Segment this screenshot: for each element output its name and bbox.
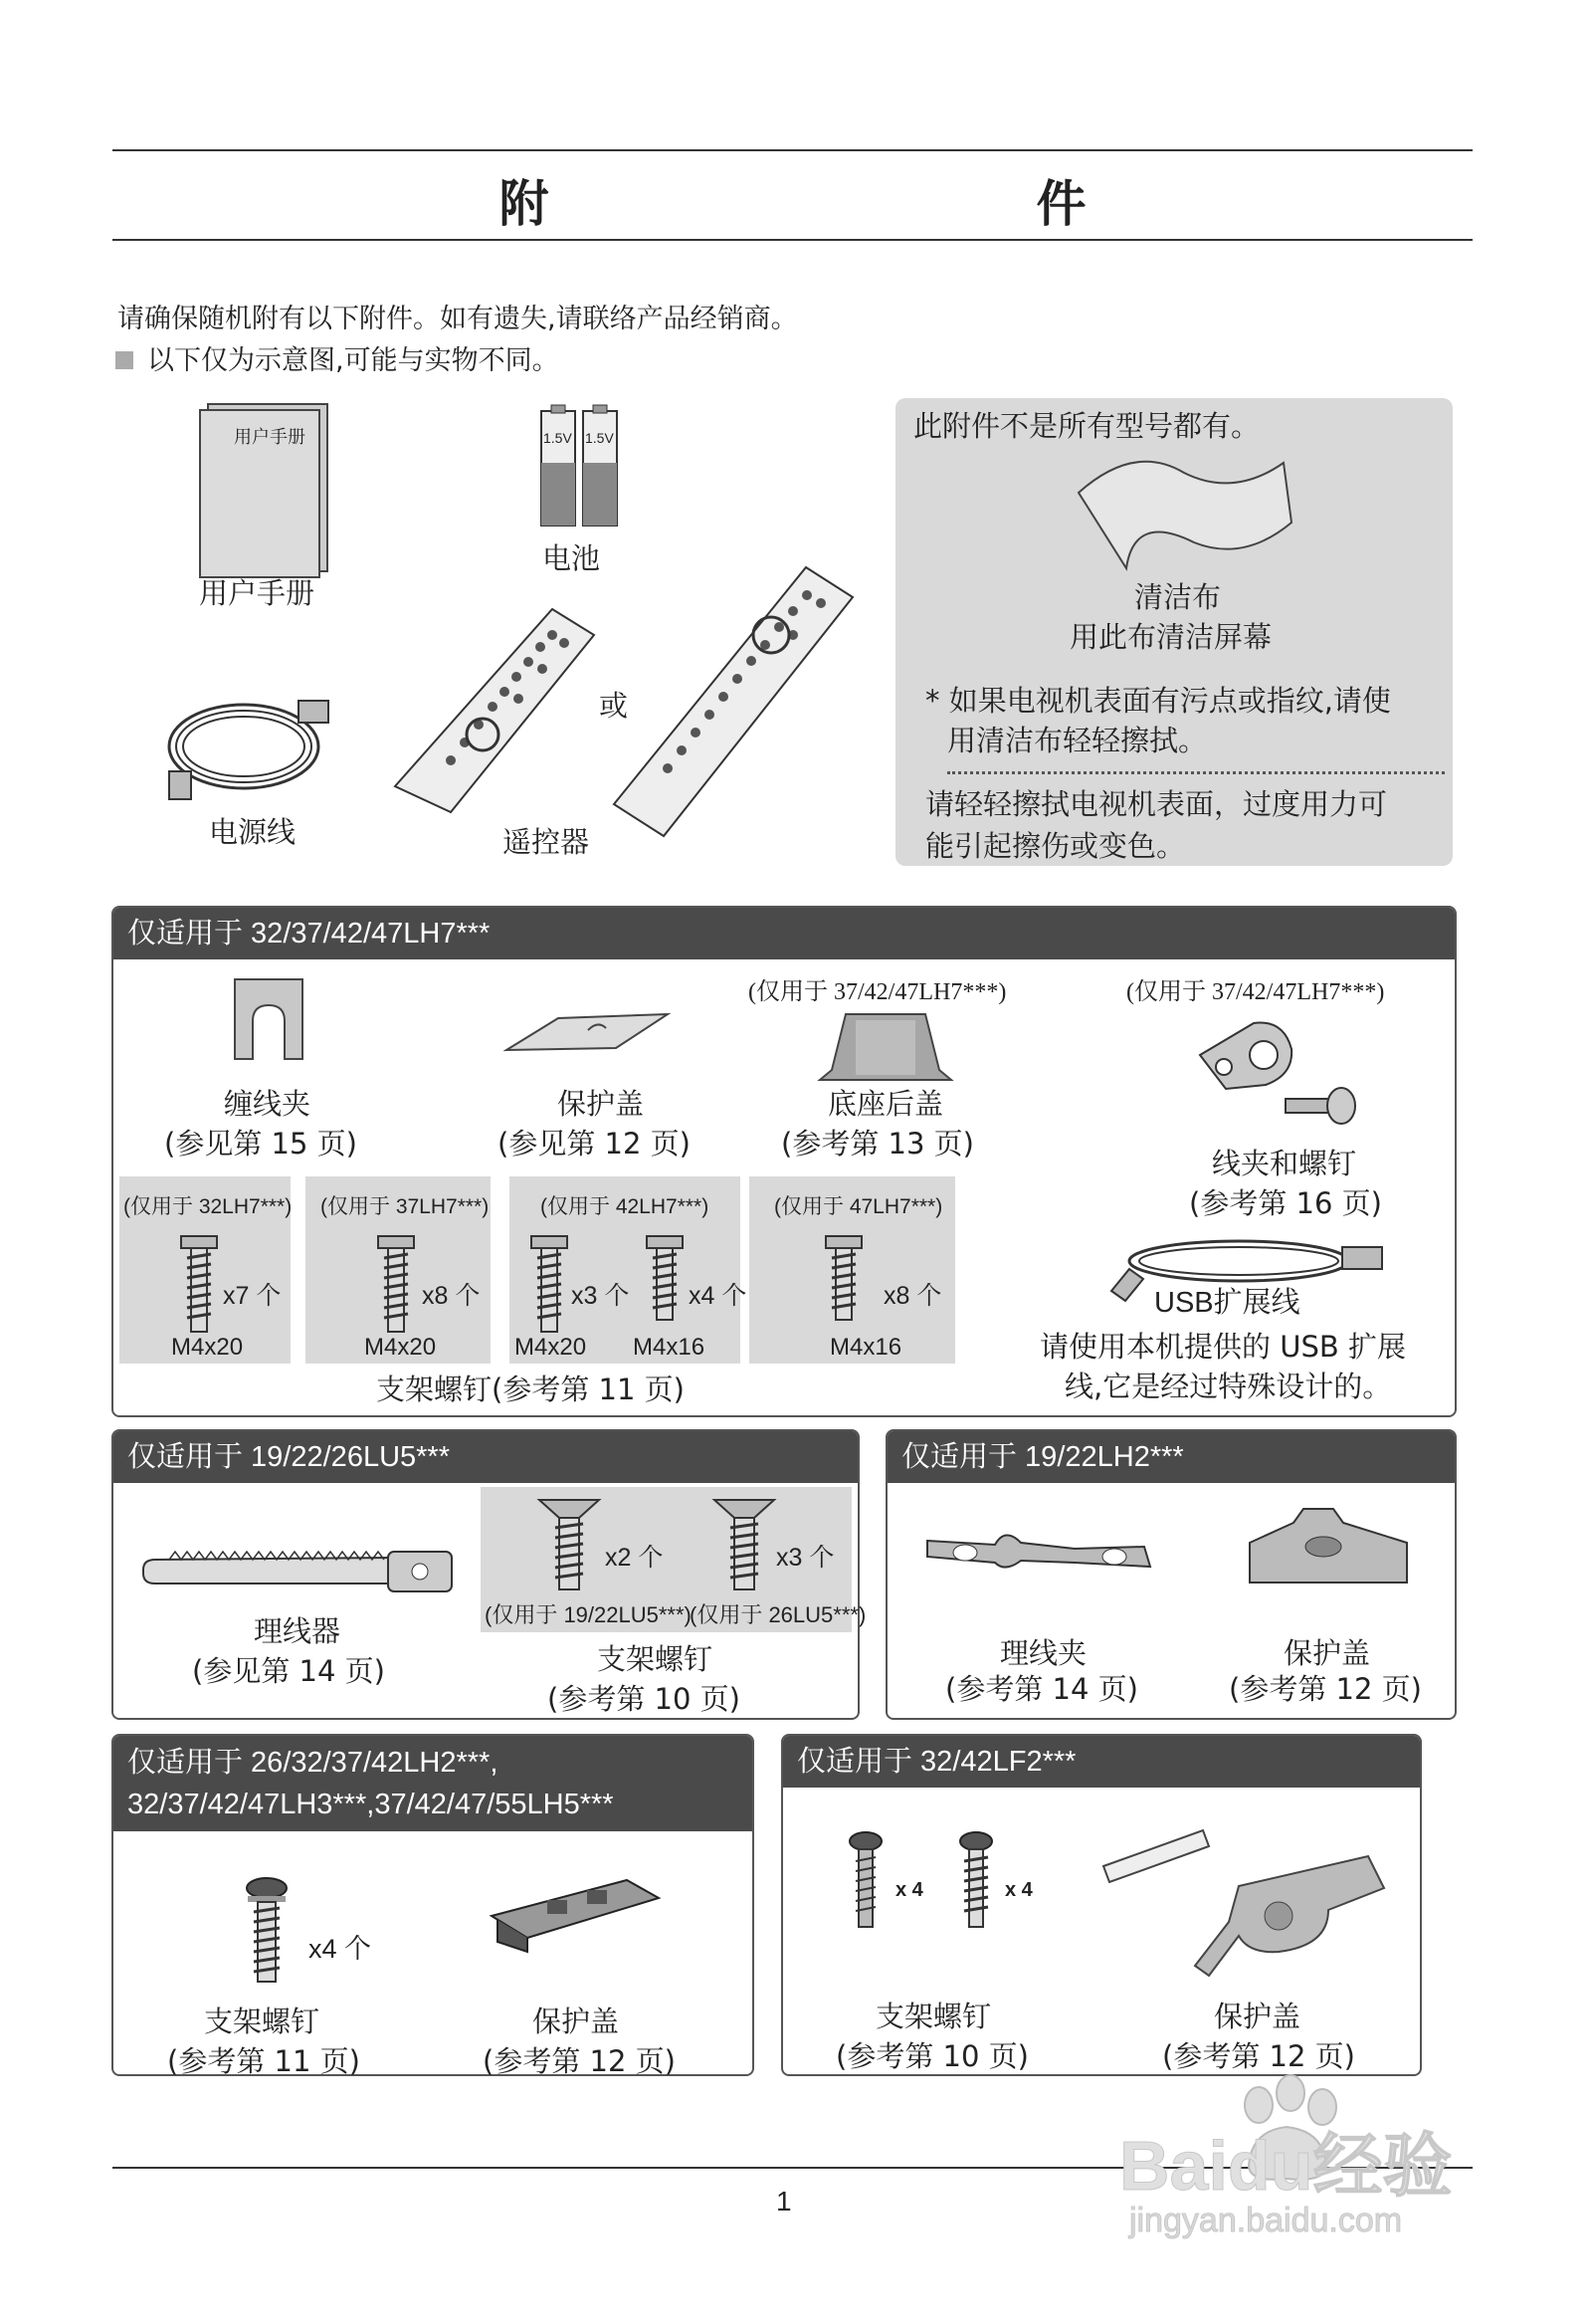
- box4-screw-ref: (参考第 11 页): [167, 2044, 360, 2078]
- countersunk-note-a: (仅用于 19/22LU5***): [485, 1602, 692, 1627]
- rear-base-ref: (参考第 13 页): [781, 1127, 974, 1161]
- protective-cover-icon: [1099, 1826, 1388, 1986]
- box4-cover-ref: (参考第 12 页): [483, 2044, 676, 2078]
- clip-screw-label: 线夹和螺钉: [1212, 1147, 1357, 1180]
- page-number: 1: [776, 2186, 792, 2217]
- box2-screw-label: 支架螺钉: [597, 1642, 713, 1676]
- cloth-panel-header: 此附件不是所有型号都有。: [913, 409, 1261, 443]
- box4-header-line2: 32/37/42/47LH3***,37/42/47/55LH5***: [127, 1789, 614, 1820]
- title-rule: [112, 239, 1473, 241]
- remote-control-icon: [393, 607, 597, 816]
- battery-voltage-a: 1.5V: [543, 430, 572, 446]
- clip-screw-ref: (参考第 16 页): [1189, 1186, 1382, 1220]
- intro-text: 请确保随机附有以下附件。如有遗失,请联络产品经销商。: [117, 304, 798, 334]
- box5-qty-b: x 4: [1005, 1879, 1033, 1901]
- screw-qty-42b: x4 个: [689, 1282, 747, 1310]
- cover-label: 保护盖: [557, 1087, 645, 1121]
- usb-desc-line1: 请使用本机提供的 USB 扩展: [1040, 1330, 1406, 1364]
- box-lh2-19-22-header: 仅适用于 19/22LH2***: [888, 1431, 1455, 1483]
- cable-clip-ref: (参见第 15 页): [164, 1127, 357, 1161]
- stand-screws-caption: 支架螺钉(参考第 11 页): [376, 1373, 685, 1406]
- protective-cover-icon: [1244, 1503, 1413, 1597]
- box5-cover-ref: (参考第 12 页): [1162, 2039, 1355, 2073]
- box-lh2-lh3-lh5-header: [113, 1736, 752, 1831]
- box4-cover-label: 保护盖: [532, 2005, 620, 2038]
- cloth-note-line2: 用清洁布轻轻擦拭。: [947, 724, 1208, 757]
- screw-qty-32: x7 个: [223, 1282, 282, 1310]
- cable-clip-icon: [229, 975, 308, 1065]
- intro-note: 以下仅为示意图,可能与实物不同。: [147, 345, 559, 376]
- box5-qty-a: x 4: [895, 1879, 923, 1901]
- screw-icon: [179, 1234, 219, 1334]
- countersunk-screw-icon: [712, 1498, 776, 1592]
- box4-screw-label: 支架螺钉: [204, 2005, 320, 2038]
- or-label: 或: [599, 689, 629, 723]
- box-lf2-header: 仅适用于 32/42LF2***: [783, 1736, 1420, 1788]
- cloth-warning-line1: 请轻轻擦拭电视机表面，过度用力可: [925, 787, 1388, 821]
- power-cord-label: 电源线: [209, 815, 297, 849]
- watermark-logo: Baidu经验: [1119, 2127, 1453, 2205]
- countersunk-qty-a: x2 个: [605, 1544, 664, 1572]
- stand-screw-icon: [848, 1831, 884, 1931]
- rear-base-label: 底座后盖: [828, 1087, 944, 1121]
- protective-cover-icon: [502, 1010, 672, 1065]
- cover-ref: (参见第 12 页): [497, 1127, 691, 1161]
- countersunk-screw-icon: [537, 1498, 601, 1592]
- box-lu5-header: 仅适用于 19/22/26LU5***: [113, 1431, 858, 1483]
- cable-clip-label: 缠线夹: [224, 1087, 311, 1121]
- top-rule: [112, 149, 1473, 151]
- screw-size-42a: M4x20: [514, 1334, 587, 1361]
- box4-header-line1: 仅适用于 26/32/37/42LH2***,: [127, 1747, 498, 1779]
- countersunk-qty-b: x3 个: [776, 1544, 835, 1572]
- battery-icon: [539, 403, 619, 528]
- box-lh7-header: 仅适用于 32/37/42/47LH7***: [113, 908, 1455, 959]
- screw-note-32: (仅用于 32LH7***): [123, 1195, 293, 1218]
- watermark-url: jingyan.baidu.com: [1129, 2202, 1403, 2239]
- usb-desc-line2: 线,它是经过特殊设计的。: [1065, 1370, 1392, 1403]
- screw-size-47: M4x16: [830, 1334, 902, 1361]
- cable-holder-icon: [925, 1523, 1154, 1583]
- countersunk-note-b: (仅用于 26LU5***): [690, 1602, 867, 1627]
- remote-control-alt-icon: [612, 565, 856, 839]
- box5-cover-label: 保护盖: [1214, 2000, 1301, 2033]
- box3-cover-ref: (参考第 12 页): [1229, 1672, 1422, 1706]
- rear-base-cover-icon: [816, 1010, 955, 1085]
- manual-cover-label: 用户手册: [234, 427, 305, 447]
- cable-organizer-ref: (参见第 14 页): [192, 1654, 385, 1688]
- screw-qty-37: x8 个: [422, 1282, 481, 1310]
- screw-note-42: (仅用于 42LH7***): [540, 1195, 709, 1218]
- screw-qty-42a: x3 个: [571, 1282, 630, 1310]
- cloth-description: 用此布清洁屏幕: [1070, 620, 1273, 654]
- screw-icon: [529, 1234, 569, 1334]
- cable-holder-label: 理线夹: [1000, 1636, 1088, 1670]
- screw-icon: [645, 1234, 685, 1324]
- screw-note-47: (仅用于 47LH7***): [774, 1195, 943, 1218]
- dotted-divider: [947, 771, 1445, 774]
- cleaning-cloth-icon: [1075, 453, 1293, 572]
- stand-screw-icon: [244, 1876, 290, 1986]
- screw-size-37: M4x20: [364, 1334, 437, 1361]
- screw-qty-47: x8 个: [884, 1282, 942, 1310]
- screw-icon: [824, 1234, 864, 1324]
- screw-note-37: (仅用于 37LH7***): [320, 1195, 490, 1218]
- manual-label: 用户手册: [199, 576, 315, 610]
- clip-screw-note: (仅用于 37/42/47LH7***): [1126, 979, 1385, 1005]
- battery-label: 电池: [542, 541, 601, 575]
- remote-label: 遥控器: [502, 825, 590, 859]
- screw-size-32: M4x20: [171, 1334, 244, 1361]
- power-cord-icon: [159, 687, 348, 806]
- box2-screw-ref: (参考第 10 页): [547, 1682, 740, 1716]
- screw-size-42b: M4x16: [633, 1334, 705, 1361]
- cable-holder-ref: (参考第 14 页): [945, 1672, 1138, 1706]
- box4-screw-qty: x4 个: [308, 1934, 372, 1964]
- box3-cover-label: 保护盖: [1284, 1636, 1371, 1670]
- stand-screw-icon: [958, 1831, 994, 1931]
- cable-organizer-label: 理线器: [254, 1614, 341, 1648]
- cloth-note-line1: * 如果电视机表面有污点或指纹,请使: [925, 684, 1391, 718]
- cloth-warning-line2: 能引起擦伤或变色。: [925, 829, 1186, 863]
- box5-screw-label: 支架螺钉: [876, 2000, 992, 2033]
- cloth-name: 清洁布: [1134, 580, 1222, 614]
- page-title: 附 件: [498, 175, 1216, 233]
- cable-organizer-icon: [139, 1548, 458, 1597]
- box5-screw-ref: (参考第 10 页): [836, 2039, 1029, 2073]
- usb-cable-label: USB扩展线: [1154, 1287, 1300, 1319]
- bullet-square-icon: [115, 351, 133, 369]
- battery-voltage-b: 1.5V: [585, 430, 614, 446]
- rear-base-note: (仅用于 37/42/47LH7***): [748, 979, 1007, 1005]
- protective-cover-icon: [488, 1876, 662, 1956]
- screw-icon: [376, 1234, 416, 1334]
- clip-and-screw-icon: [1194, 1015, 1363, 1135]
